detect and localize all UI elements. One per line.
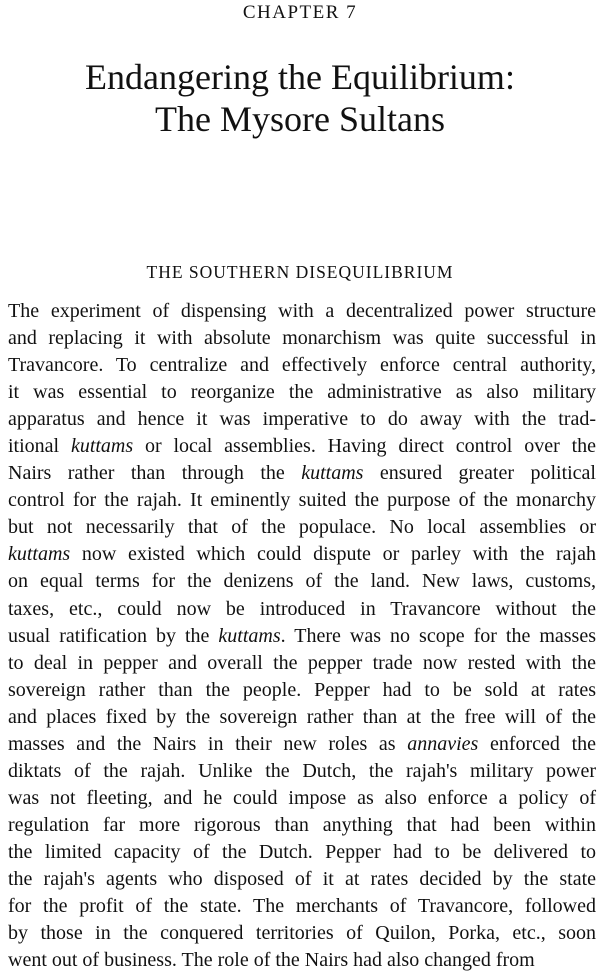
text-line (8, 839, 596, 866)
text-segment: control for the rajah. It eminently suited the purpose of the monarchy (8, 489, 596, 512)
text-segment: it was essential to reorganize the administrative as also military (8, 381, 596, 404)
text-segment: taxes, etc., could now be introduced in Travancore without the (8, 597, 596, 620)
body-paragraph (8, 298, 596, 974)
text-segment: The experiment of dispensing with a decentralized power structure (8, 300, 596, 322)
text-line (8, 758, 596, 785)
text-segment: . There was no scope for the masses (280, 624, 597, 647)
italic-term: annavies (407, 732, 479, 755)
text-line (8, 406, 596, 433)
text-line (8, 487, 596, 514)
text-line (8, 812, 596, 839)
text-line (8, 541, 596, 568)
text-line (8, 677, 596, 704)
text-segment: on equal terms for the denizens of the land. New laws, customs, (8, 570, 596, 593)
text-segment: to deal in pepper and overall the pepper trade now rested with the (8, 651, 596, 674)
text-line (8, 325, 596, 352)
italic-term: kuttams (218, 624, 281, 647)
text-segment: the rajah's agents who disposed of it at rates decided by the state (8, 867, 596, 890)
text-line (8, 866, 596, 893)
chapter-title-line-2: The Mysore Sultans (155, 99, 445, 139)
text-segment: usual ratification by the (8, 624, 219, 647)
text-segment: sovereign rather than the people. Pepper had to be sold at rates (8, 678, 596, 701)
text-segment: now existed which could dispute or parley with the rajah (70, 543, 596, 566)
text-segment: itional (8, 435, 71, 458)
text-line (8, 650, 596, 677)
text-segment: for the profit of the state. The merchants of Travancore, followed (8, 895, 596, 918)
text-line (8, 785, 596, 812)
text-line (8, 623, 596, 650)
chapter-title-line-1: Endangering the Equilibrium: (85, 57, 515, 97)
text-line (8, 352, 596, 379)
text-line (8, 568, 596, 595)
text-segment: or local assemblies. Having direct control over the (133, 435, 596, 458)
section-heading: THE SOUTHERN DISEQUILIBRIUM (146, 262, 454, 282)
text-segment: enforced the (478, 732, 596, 755)
text-segment: masses and the Nairs in their new roles as (8, 732, 408, 755)
text-segment: but not necessarily that of the populace. No local assemblies or (8, 516, 596, 539)
text-line (8, 514, 596, 541)
text-line (8, 433, 596, 460)
chapter-title (0, 56, 600, 140)
text-segment: diktats of the rajah. Unlike the Dutch, the rajah's military power (8, 759, 596, 782)
text-segment: was not fleeting, and he could impose as also enforce a policy of (8, 786, 596, 809)
text-segment: by those in the conquered territories of Quilon, Porka, etc., soon (8, 922, 596, 945)
italic-term: kuttams (70, 435, 134, 458)
text-line (8, 596, 596, 623)
text-line (8, 379, 596, 406)
text-segment: apparatus and hence it was imperative to do away with the trad- (8, 408, 596, 431)
text-segment: and places fixed by the sovereign rather than at the free will of the (8, 705, 596, 728)
text-line (8, 704, 596, 731)
text-segment: and replacing it with absolute monarchism was quite successful in (8, 327, 596, 350)
italic-term: kuttams (301, 462, 364, 485)
text-line (8, 893, 596, 920)
chapter-label: CHAPTER 7 (242, 2, 358, 23)
italic-term: kuttams (8, 543, 71, 566)
text-segment: Nairs rather than through the (8, 462, 302, 485)
text-segment: Travancore. To centralize and effectively enforce central authority, (8, 354, 596, 377)
text-line (8, 731, 596, 758)
text-line (8, 920, 596, 947)
text-segment: regulation far more rigorous than anything that had been within (8, 813, 596, 836)
text-segment: ensured greater political (363, 462, 596, 485)
text-segment: went out of business. The role of the Nairs had also changed from (8, 949, 535, 972)
text-line (8, 298, 596, 325)
text-line (8, 460, 596, 487)
text-segment: the limited capacity of the Dutch. Pepper had to be delivered to (8, 840, 596, 863)
